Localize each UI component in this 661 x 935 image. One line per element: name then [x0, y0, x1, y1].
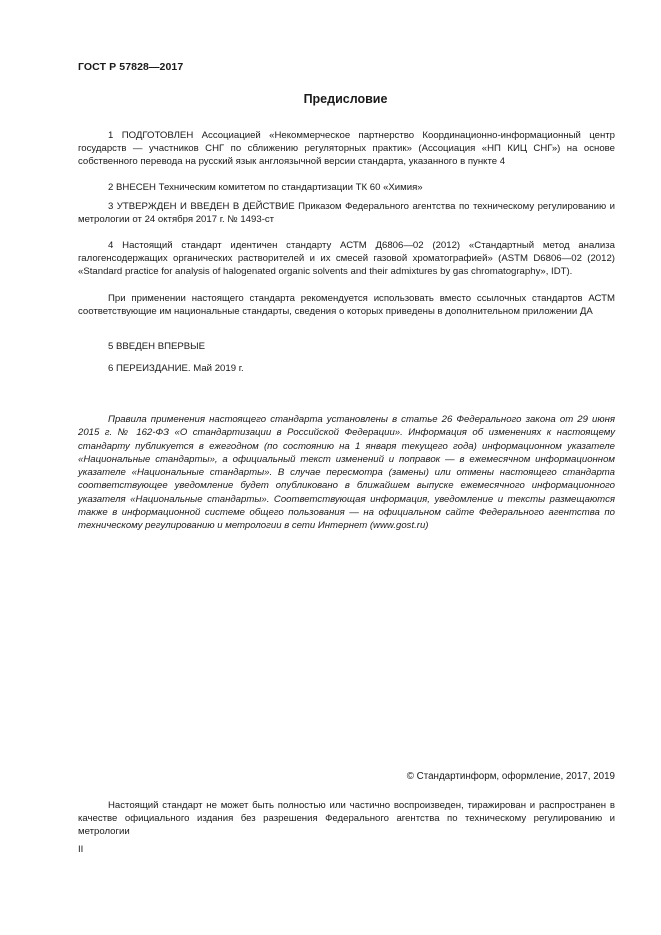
- reproduction-notice: Настоящий стандарт не может быть полностью или частично воспроизведен, тиражирован и распространен в качестве официального издания без разрешения Федерального агентства по техническому регулированию и метрологии: [78, 800, 615, 837]
- preface-item-2: 2 ВНЕСЕН Техническим комитетом по стандартизации ТК 60 «Химия»: [108, 182, 423, 193]
- copyright-notice: © Стандартинформ, оформление, 2017, 2019: [406, 771, 615, 782]
- preface-item-6: 6 ПЕРЕИЗДАНИЕ. Май 2019 г.: [108, 363, 244, 374]
- page-title: Предисловие: [303, 92, 388, 106]
- preface-item-1: 1 ПОДГОТОВЛЕН Ассоциацией «Некоммерческое партнерство Координационно-информационный центр государств — участников СНГ по сближению регуляторных практик» (Ассоциация «НП КИЦ СНГ») на основе собственного перевода на русский язык англоязычной версии стандарта, указанного в пункте 4: [78, 130, 615, 167]
- preface-item-5: 5 ВВЕДЕН ВПЕРВЫЕ: [108, 341, 206, 352]
- preface-item-4: 4 Настоящий стандарт идентичен стандарту АСТМ Д6806—02 (2012) «Стандартный метод анализа галогенсодержащих органических растворителей и их смесей газовой хроматографией» (ASTM D6806—02 (2012) «Standard practice for analysis of halogenated organic solvents and their admixtures by gas chromatography», IDT).: [78, 240, 615, 277]
- standard-code: ГОСТ Р 57828—2017: [78, 61, 184, 73]
- preface-item-3: 3 УТВЕРЖДЕН И ВВЕДЕН В ДЕЙСТВИЕ Приказом Федерального агентства по техническому регулированию и метрологии от 24 октября 2017 г. № 1493-ст: [78, 201, 615, 225]
- preface-item-4-note: При применении настоящего стандарта рекомендуется использовать вместо ссылочных стандартов АСТМ соответствующие им национальные стандарты, сведения о которых приведены в дополнительном приложении ДА: [78, 293, 615, 317]
- page-number: II: [78, 844, 84, 855]
- standard-usage-note: Правила применения настоящего стандарта установлены в статье 26 Федерального закона от 29 июня 2015 г. № 162-ФЗ «О стандартизации в Российской Федерации». Информация об изменениях к настоящему стандарту публикуется в ежегодном (по состоянию на 1 января текущего года) информационном указателе «Национальные стандарты», а официальный текст изменений и поправок — в ежемесячном информационном указателе «Национальные стандарты». В случае пересмотра (замены) или отмены настоящего стандарта соответствующее уведомление будет опубликовано в ближайшем выпуске ежемесячного информационного указателя «Национальные стандарты». Соответствующая информация, уведомление и тексты размещаются также в информационной системе общего пользования — на официальном сайте Федерального агентства по техническому регулированию и метрологии в сети Интернет (www.gost.ru): [78, 414, 615, 532]
